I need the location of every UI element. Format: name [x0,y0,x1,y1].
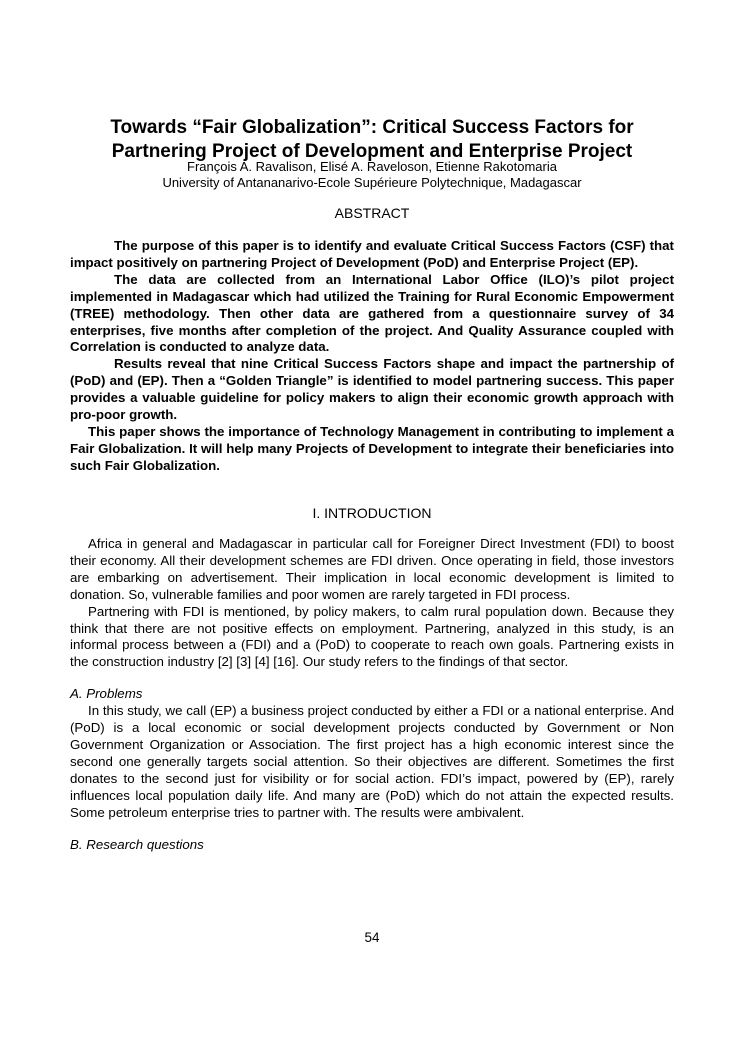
abstract-paragraph: The data are collected from an International Labor Office (ILO)’s pilot project implemented in Madagascar which had utilized the Training for Rural Economic Empowerment (TREE) methodology. Then other data are gathered from a questionnaire survey of 34 enterprises, five months after completion of the project. And Quality Assurance coupled with Correlation is conducted to analyze data. [70,271,674,355]
body-paragraph: In this study, we call (EP) a business project conducted by either a FDI or a national enterprise. And (PoD) is a local economic or social development projects conducted by Government or Non Government Organization or Association. The first project has a high economic interest since the second one generally targets social attention. So their objectives are different. Sometimes the first donates to the second just for visibility or for social action. FDI’s impact, powered by (EP), rarely influences local population daily life. And many are (PoD) which do not attain the expected results. Some petroleum enterprise tries to partner with. The results were ambivalent. [70,703,674,820]
title-line-1: Towards “Fair Globalization”: Critical Success Factors for [110,117,634,138]
abstract-paragraph: Results reveal that nine Critical Success Factors shape and impact the partnership of (PoD) and (EP). Then a “Golden Triangle” is identified to model partnering success. This paper provides a valuable guideline for policy makers to align their economic growth approach with pro-poor growth. [70,356,674,423]
title-line-2: Partnering Project of Development and Enterprise Project [111,141,633,162]
introduction-body [70,536,674,853]
authors: François A. Ravalison, Elisé A. Raveloson, Etienne Rakotomaria [187,159,557,174]
subsection-heading-research-questions: B. Research questions [70,836,204,852]
subsection-heading-problems: A. Problems [70,686,143,702]
body-paragraph: Africa in general and Madagascar in particular call for Foreigner Direct Investment (FDI) to boost their economy. All their development schemes are FDI driven. Once operating in field, those investors are embarking on advertisement. Their implication in local economic development is limited to donation. So, vulnerable families and poor women are rarely targeted in FDI process. [70,536,674,602]
page-number: 54 [364,930,380,945]
abstract-paragraph: The purpose of this paper is to identify and evaluate Critical Success Factors (CSF) that impact positively on partnering Project of Development (PoD) and Enterprise Project (EP). [70,238,674,270]
abstract [70,238,674,475]
abstract-paragraph: This paper shows the importance of Technology Management in contributing to implement a Fair Globalization. It will help many Projects of Development to integrate their beneficiaries into such Fair Globalization. [70,423,674,473]
body-paragraph: Partnering with FDI is mentioned, by policy makers, to calm rural population down. Because they think that there are not positive effects on employment. Partnering, analyzed in this study, is an informal process between a (FDI) and a (PoD) to cooperate to reach own goals. Partnering exists in the construction industry [2] [3] [4] [16]. Our study refers to the findings of that sector. [70,603,674,670]
paper-title [70,116,674,164]
affiliation: University of Antananarivo-Ecole Supérieure Polytechnique, Madagascar [162,175,582,190]
abstract-heading: ABSTRACT [334,205,410,221]
introduction-heading: I. INTRODUCTION [312,505,432,521]
author-block [70,159,674,191]
